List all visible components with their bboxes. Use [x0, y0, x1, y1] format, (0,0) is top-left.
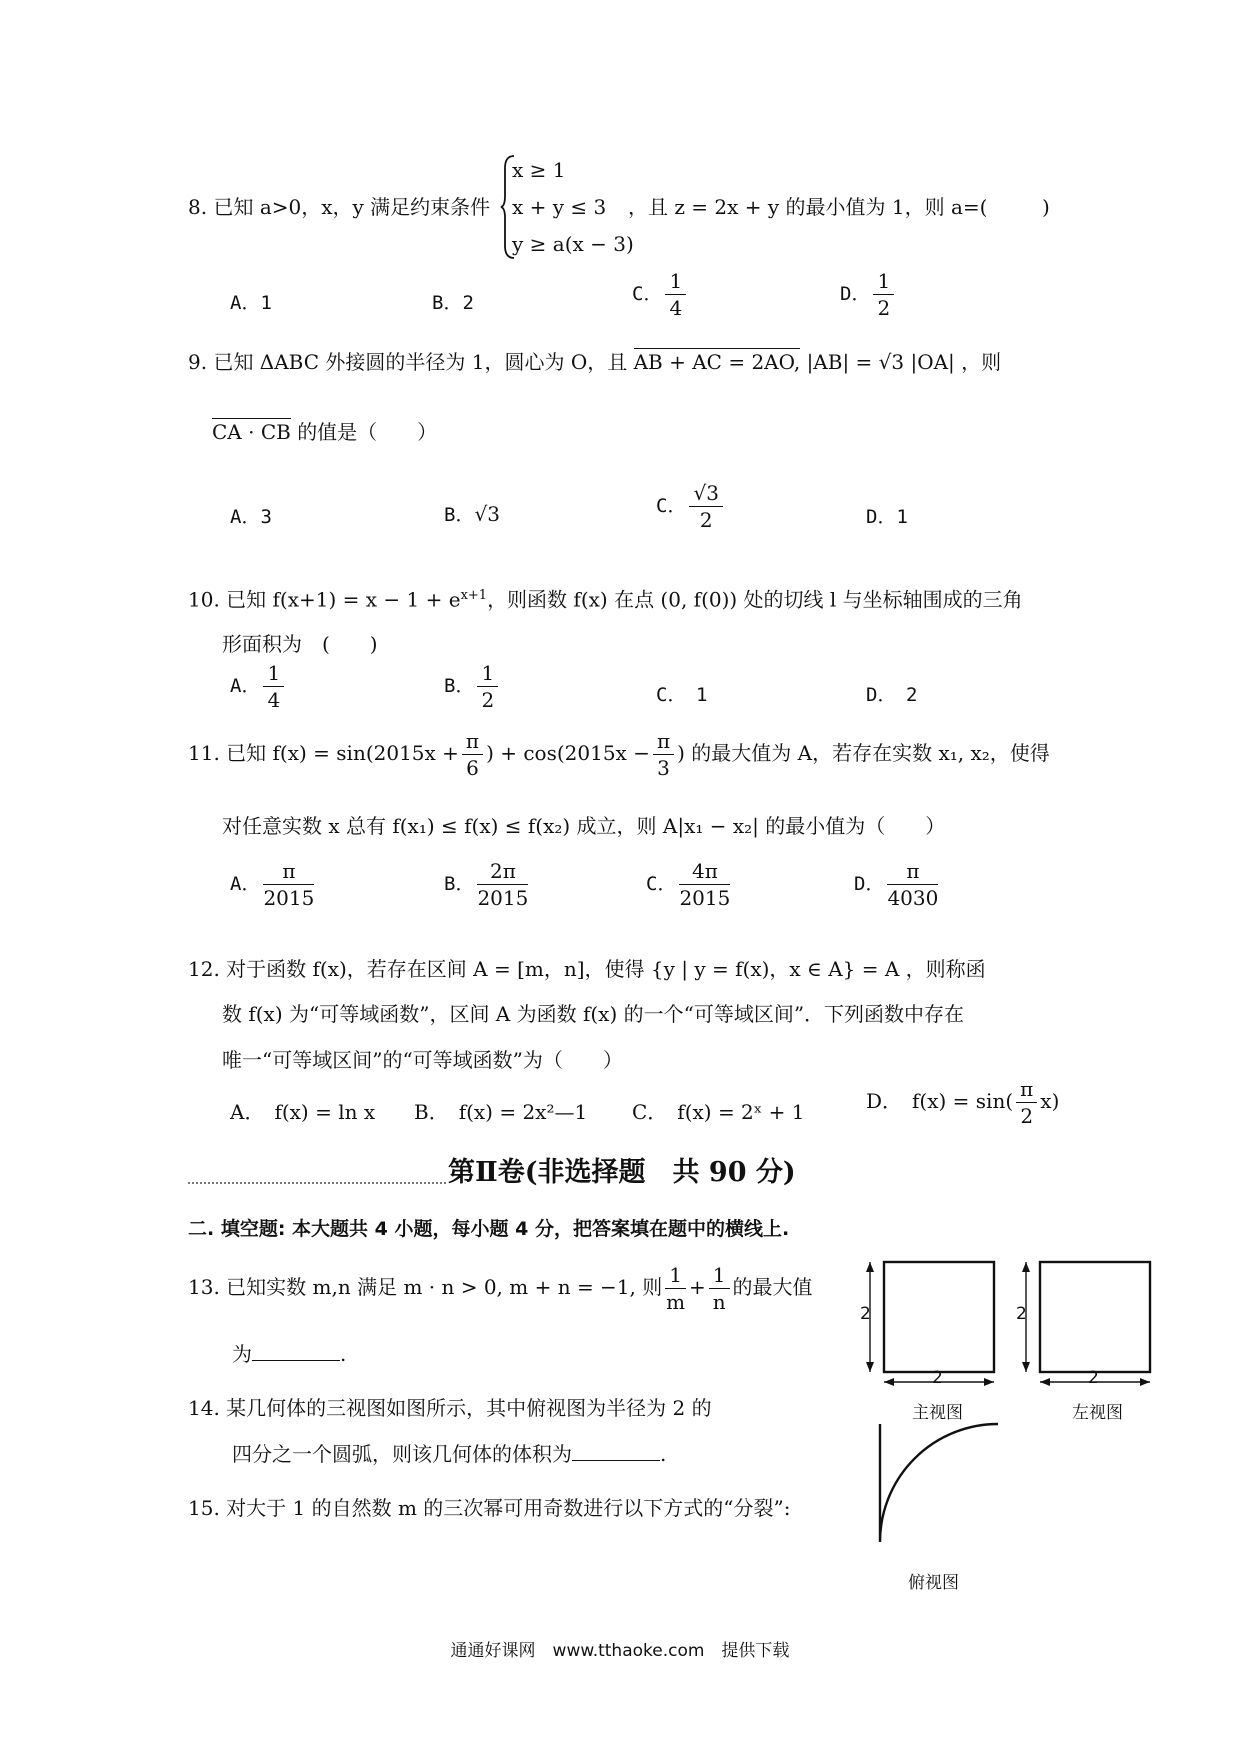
front-view-width-label: 2: [932, 1368, 943, 1388]
q8-stem: [188, 193, 490, 221]
q11-option-d-num: π: [887, 858, 938, 885]
q9-option-d: D．1: [866, 506, 908, 528]
q8-option-d: [840, 268, 897, 321]
q11-option-b-den: 2015: [477, 886, 529, 910]
q8-option-d-num: 1: [873, 268, 894, 295]
q10-line1-b: ，则函数 f(x) 在点 (0, f(0)) 处的切线 l 与坐标轴围成的三角: [487, 587, 1023, 612]
q11-option-b-label: B．: [444, 873, 475, 895]
q8-constraint-1: x ≥ 1: [512, 158, 566, 182]
q9-stem-b: ，则: [961, 350, 1002, 374]
q11-option-b: [444, 858, 531, 911]
q13-answer-blank[interactable]: [252, 1340, 340, 1361]
q14-answer-blank[interactable]: [572, 1440, 660, 1461]
q9-option-c-den: 2: [699, 508, 713, 532]
section2-subtitle: 二. 填空题: 本大题共 4 小题，每小题 4 分，把答案填在题中的横线上.: [188, 1218, 790, 1240]
q11-frac1-num: π: [462, 728, 483, 755]
q11-option-c-num: 4π: [679, 858, 730, 885]
q9-option-a: A．3: [230, 506, 272, 528]
q11-option-a-den: 2015: [263, 886, 315, 910]
q11-line2: 对任意实数 x 总有 f(x₁) ≤ f(x) ≤ f(x₂) 成立，则 A|x₁ − x₂| 的最小值为（ ）: [222, 814, 946, 838]
q14-line2: 四分之一个圆弧，则该几何体的体积为 .: [232, 1442, 667, 1466]
q10-option-b-den: 2: [481, 688, 495, 712]
q11-option-d: [854, 858, 941, 911]
side-view-height-label: 2: [1016, 1304, 1027, 1324]
q11-line1-b: ) + cos(2015x −: [486, 741, 650, 765]
q8-stem-b: a>0，x，y 满足约束条件: [259, 195, 491, 219]
q13-line2: 为 .: [232, 1342, 347, 1366]
q9-option-b-val: √3: [474, 502, 500, 526]
q9-option-c: [656, 480, 726, 533]
q8-option-d-den: 2: [877, 296, 891, 320]
q10-line1-a: 10. 已知 f(x+1) = x − 1 + e: [188, 587, 461, 612]
front-view-height-label: 2: [860, 1304, 871, 1324]
q13-line1-a: 13. 已知实数 m,n 满足 m · n > 0, m + n = −1, 则: [188, 1275, 663, 1299]
q10-line2: 形面积为 ( ): [222, 632, 378, 656]
q12-option-d: [866, 1076, 1059, 1129]
q8-option-a: A．1: [230, 292, 272, 314]
q12-option-d-den: 2: [1020, 1104, 1034, 1128]
q11-option-c: [646, 858, 733, 911]
q13-f1-num: 1: [665, 1262, 686, 1289]
q8-stem-a: 8. 已知: [188, 195, 254, 219]
q11-line1: [188, 728, 1050, 781]
section2-title: 第Ⅱ卷(非选择题 共 90 分): [448, 1157, 796, 1188]
q11-option-b-num: 2π: [477, 858, 528, 885]
front-view-square: [884, 1262, 994, 1372]
q12-option-b: B． f(x) = 2x²—1: [414, 1100, 588, 1124]
side-view-square: [1040, 1262, 1150, 1372]
q10-option-d: D． 2: [866, 684, 918, 706]
q9-line2: [212, 418, 437, 446]
q11-option-c-den: 2015: [679, 886, 731, 910]
q10-option-b-num: 1: [477, 660, 498, 687]
q8-constraint-2: x + y ≤ 3: [512, 195, 607, 219]
q9-option-b-label: B．: [444, 504, 475, 526]
q11-line1-a: 11. 已知 f(x) = sin(2015x +: [188, 741, 459, 765]
q12-option-d-num: π: [1016, 1076, 1037, 1103]
q11-frac2-num: π: [653, 728, 674, 755]
q11-line1-c: ) 的最大值为 A，若存在实数 x₁, x₂，使得: [677, 741, 1050, 765]
q11-option-a-num: π: [263, 858, 314, 885]
q9-option-c-num: √3: [689, 480, 722, 507]
three-view-figure: [856, 1250, 1178, 1610]
q10-option-a-den: 4: [267, 688, 281, 712]
q11-option-d-label: D．: [854, 873, 885, 895]
q14-line1: 14. 某几何体的三视图如图所示，其中俯视图为半径为 2 的: [188, 1396, 712, 1420]
q9-vec-eq: AB + AC = 2AO,: [633, 350, 801, 374]
q9-line2-vec: CA · CB: [212, 420, 291, 444]
q10-option-a-num: 1: [263, 660, 284, 687]
q9-line2-text: 的值是（ ）: [297, 420, 438, 444]
q11-option-d-den: 4030: [887, 886, 939, 910]
q10-line1: [188, 582, 1023, 614]
top-view-quarter-arc: [880, 1424, 998, 1542]
q12-line2: 数 f(x) 为“可等域函数”，区间 A 为函数 f(x) 的一个“可等域区间”．下列函数中存在: [222, 1002, 965, 1026]
q11-frac1-den: 6: [466, 756, 479, 780]
q11-option-a-label: A．: [230, 873, 261, 895]
q12-line3: 唯一“可等域区间”的“可等域函数”为（ ）: [222, 1048, 623, 1072]
q8-option-c: [632, 268, 689, 321]
q13-line1-b: 的最大值: [732, 1275, 813, 1299]
q8-option-b: B．2: [432, 292, 474, 314]
q9-stem-a: 9. 已知 ΔABC 外接圆的半径为 1，圆心为 O，且: [188, 350, 628, 374]
q12-option-a: A． f(x) = ln x: [230, 1100, 376, 1124]
q8-paren-close: ): [1042, 195, 1050, 219]
q13-f1-den: m: [666, 1290, 686, 1314]
q11-option-c-label: C．: [646, 873, 677, 895]
q13-f2-den: n: [712, 1290, 726, 1314]
q10-option-c: C． 1: [656, 684, 708, 706]
front-view-caption: 主视图: [912, 1403, 963, 1423]
q14-line2-text: 四分之一个圆弧，则该几何体的体积为: [232, 1442, 572, 1466]
side-view-caption: 左视图: [1072, 1403, 1123, 1423]
q8-stem-c: ，且 z = 2x + y 的最小值为 1，则 a=(: [628, 195, 988, 219]
q10-option-a: [230, 660, 287, 713]
q12-option-c: C． f(x) = 2ˣ + 1: [632, 1100, 805, 1124]
q12-option-d-a: D． f(x) = sin(: [866, 1089, 1014, 1113]
q8-option-c-label: C．: [632, 283, 663, 305]
q9-option-b: [444, 500, 500, 527]
top-view-caption: 俯视图: [908, 1573, 959, 1593]
q13-line2-text: 为: [232, 1342, 252, 1366]
section-divider-dots: [188, 1182, 446, 1184]
q8-option-d-label: D．: [840, 283, 871, 305]
three-view-drawing: [856, 1250, 1178, 1550]
q10-option-b: [444, 660, 501, 713]
q13-line1: [188, 1262, 813, 1315]
q11-frac2-den: 3: [657, 756, 670, 780]
q9-abs-eq: |AB| = √3 |OA|: [806, 350, 955, 374]
q10-option-a-label: A．: [230, 675, 261, 697]
q12-option-d-b: x): [1040, 1089, 1060, 1113]
side-view-width-label: 2: [1088, 1368, 1099, 1388]
q9-option-c-label: C．: [656, 495, 687, 517]
q10-sup: x+1: [460, 588, 488, 603]
q8-option-c-num: 1: [665, 268, 686, 295]
q9-line1: [188, 348, 1001, 376]
q11-option-a: [230, 858, 317, 911]
q8-option-c-den: 4: [669, 296, 683, 320]
q10-option-b-label: B．: [444, 675, 475, 697]
q13-f2-num: 1: [709, 1262, 730, 1289]
q13-plus: +: [689, 1275, 706, 1299]
q15-line1: 15. 对大于 1 的自然数 m 的三次幂可用奇数进行以下方式的“分裂”:: [188, 1496, 791, 1520]
q12-line1: 12. 对于函数 f(x)，若存在区间 A = [m，n]，使得 {y | y = f(x)，x ∈ A} = A ，则称函: [188, 957, 986, 981]
q8-constraint-3: y ≥ a(x − 3): [512, 232, 634, 256]
page-footer: 通通好课网 www.tthaoke.com 提供下载: [450, 1641, 790, 1661]
